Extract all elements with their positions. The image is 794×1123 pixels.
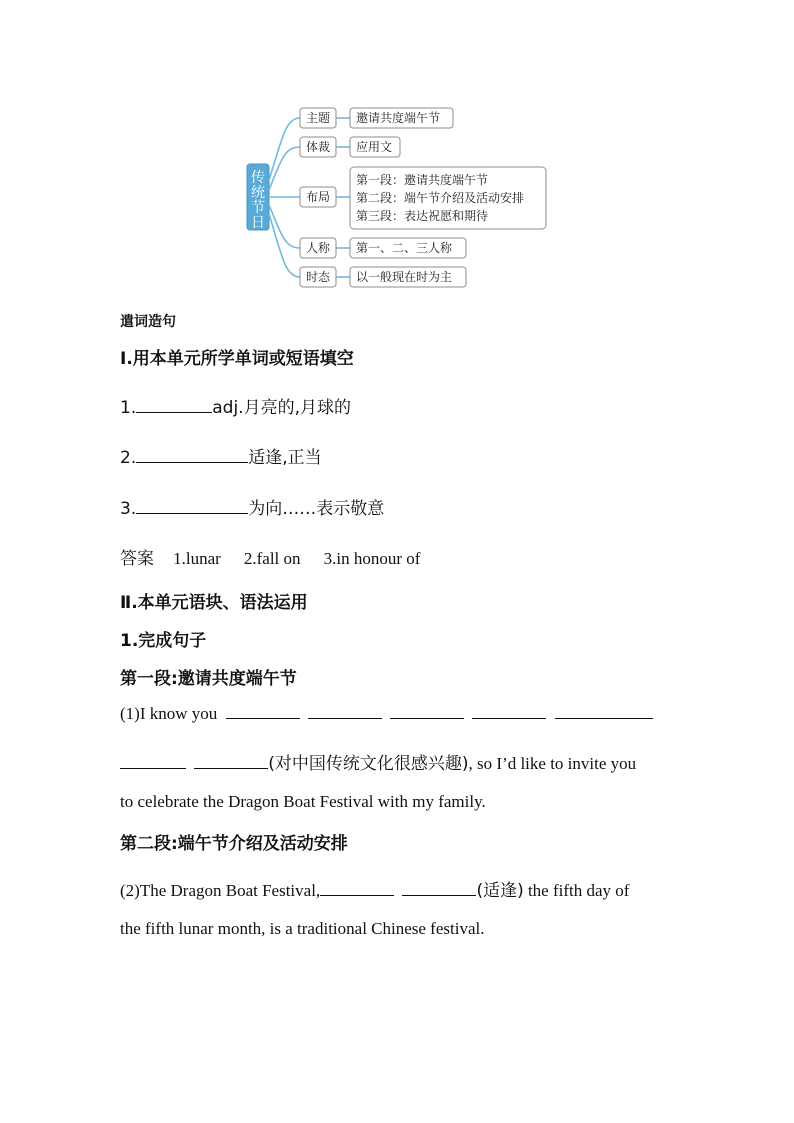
part2-subtitle: 1.完成句子 bbox=[120, 631, 207, 651]
answer-3: 3.in honour of bbox=[323, 549, 421, 568]
value-layout-line-2: 第二段：端午节介绍及活动安排 bbox=[356, 191, 525, 205]
answer-1: 1.lunar bbox=[173, 549, 221, 568]
value-layout-line-3: 第三段：表达祝愿和期待 bbox=[356, 209, 489, 223]
node-person-label: 人称 bbox=[305, 241, 331, 255]
item-number: 3. bbox=[120, 499, 137, 519]
sentence-1-prefix: (1)I know you bbox=[120, 704, 218, 723]
connector-tense bbox=[269, 214, 300, 277]
answer-blank[interactable] bbox=[136, 398, 212, 413]
connector-topic bbox=[269, 118, 300, 180]
answer-blank[interactable] bbox=[120, 754, 186, 769]
value-topic-text: 邀请共度端午节 bbox=[356, 111, 441, 125]
sentence-1-line-1 bbox=[120, 704, 653, 724]
connector-person bbox=[269, 205, 300, 248]
answer-blank[interactable] bbox=[472, 704, 546, 719]
answer-blank[interactable] bbox=[402, 881, 476, 896]
value-genre-text: 应用文 bbox=[356, 140, 393, 154]
part1-item-1 bbox=[120, 393, 351, 418]
sentence-2-line-2: the fifth lunar month, is a traditional Chinese festival. bbox=[120, 919, 485, 938]
item-hint: 适逢,正当 bbox=[248, 448, 322, 468]
answer-blank[interactable] bbox=[226, 704, 300, 719]
node-genre-label: 体裁 bbox=[305, 140, 331, 154]
answer-label: 答案 bbox=[120, 549, 154, 569]
item-number: 2. bbox=[120, 448, 137, 468]
sentence-2-hint: (适逢) bbox=[476, 881, 524, 901]
section-title: 遣词造句 bbox=[120, 314, 176, 330]
value-tense-text: 以一般现在时为主 bbox=[356, 270, 453, 284]
value-person-text: 第一、二、三人称 bbox=[356, 241, 453, 255]
answer-blank[interactable] bbox=[320, 881, 394, 896]
part1-item-2 bbox=[120, 443, 322, 468]
sentence-2-line-1 bbox=[120, 876, 629, 901]
answer-2: 2.fall on bbox=[243, 549, 301, 568]
sentence-1-line-2 bbox=[120, 749, 636, 774]
mindmap-root-char-4: 日 bbox=[251, 215, 265, 231]
mindmap-root-char-2: 统 bbox=[251, 185, 265, 201]
sentence-2-prefix: (2)The Dragon Boat Festival, bbox=[120, 881, 321, 900]
item-hint: 为向……表示敬意 bbox=[248, 499, 385, 519]
connector-genre bbox=[269, 147, 300, 190]
node-topic-label: 主题 bbox=[305, 111, 331, 125]
node-tense-label: 时态 bbox=[305, 270, 331, 284]
item-hint: adj.月亮的,月球的 bbox=[212, 398, 351, 418]
mindmap-root-char-3: 节 bbox=[251, 200, 265, 216]
value-layout-line-1: 第一段：邀请共度端午节 bbox=[356, 173, 489, 187]
part2-title: Ⅱ.本单元语块、语法运用 bbox=[120, 593, 308, 613]
sentence-2-rest: the fifth day of bbox=[523, 881, 630, 900]
sentence-1-rest: , so I’d like to invite you bbox=[468, 754, 637, 773]
sentence-1-hint: (对中国传统文化很感兴趣) bbox=[268, 754, 469, 774]
answer-blank[interactable] bbox=[555, 704, 653, 719]
paragraph1-title: 第一段:邀请共度端午节 bbox=[120, 669, 297, 689]
answer-blank[interactable] bbox=[136, 499, 248, 514]
node-layout-label: 布局 bbox=[305, 190, 331, 204]
mindmap-root-char-1: 传 bbox=[251, 170, 265, 186]
part1-title: Ⅰ.用本单元所学单词或短语填空 bbox=[120, 349, 354, 369]
part1-item-3 bbox=[120, 494, 384, 519]
part1-answers bbox=[120, 544, 420, 569]
answer-blank[interactable] bbox=[136, 448, 248, 463]
mindmap-diagram bbox=[0, 0, 794, 300]
answer-blank[interactable] bbox=[194, 754, 268, 769]
answer-blank[interactable] bbox=[390, 704, 464, 719]
item-number: 1. bbox=[120, 398, 137, 418]
answer-blank[interactable] bbox=[308, 704, 382, 719]
paragraph2-title: 第二段:端午节介绍及活动安排 bbox=[120, 834, 348, 854]
sentence-1-line-3: to celebrate the Dragon Boat Festival with my family. bbox=[120, 792, 486, 811]
